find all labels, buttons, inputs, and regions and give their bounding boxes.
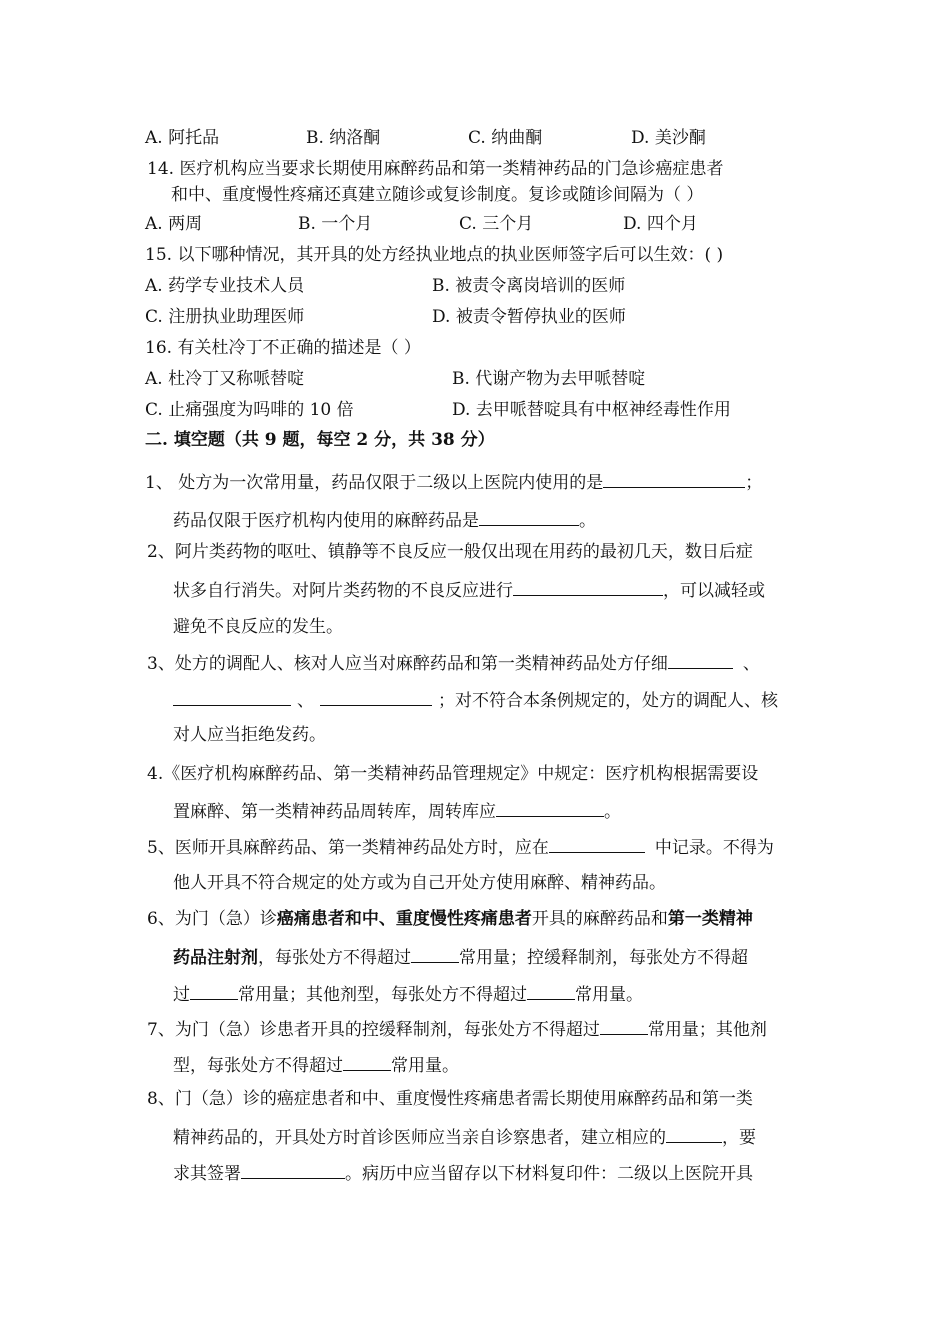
fill7-text: 7、为门（急）诊患者开具的控缓释制剂，每张处方不得超过 bbox=[147, 1020, 600, 1040]
answer-blank[interactable] bbox=[320, 687, 432, 706]
answer-blank[interactable] bbox=[666, 1124, 722, 1143]
q13-option-b: B. 纳洛酮 bbox=[306, 128, 381, 148]
answer-blank[interactable] bbox=[603, 469, 745, 488]
fill2-text2: ，可以减轻或 bbox=[663, 581, 765, 601]
fill6-text4: 常用量；控缓释制剂，每张处方不得超 bbox=[459, 948, 748, 968]
fill2-line3: 避免不良反应的发生。 bbox=[173, 617, 343, 637]
fill8-text3: 求其签署 bbox=[173, 1164, 241, 1184]
fill5-text2: 中记录。不得为 bbox=[654, 838, 774, 858]
fill1-text: 1、 处方为一次常用量，药品仅限于二级以上医院内使用的是 bbox=[145, 473, 604, 493]
fill7-line1 bbox=[147, 1016, 767, 1042]
q13-option-c: C. 纳曲酮 bbox=[468, 128, 543, 148]
answer-blank[interactable] bbox=[479, 507, 579, 526]
fill6-bold2: 第一类精神 bbox=[667, 909, 753, 929]
q16-stem: 16. 有关杜冷丁不正确的描述是（ ） bbox=[145, 338, 421, 358]
fill6-text3: ，每张处方不得超过 bbox=[258, 948, 411, 968]
fill6-text5: 过 bbox=[173, 985, 190, 1005]
fill5-line2: 他人开具不符合规定的处方或为自己开处方使用麻醉、精神药品。 bbox=[173, 873, 666, 893]
fill4-line1: 4.《医疗机构麻醉药品、第一类精神药品管理规定》中规定：医疗机构根据需要设 bbox=[147, 764, 759, 784]
fill3-line1 bbox=[147, 650, 760, 676]
fill1-text2: 药品仅限于医疗机构内使用的麻醉药品是 bbox=[173, 511, 479, 531]
q14-stem-line1: 14. 医疗机构应当要求长期使用麻醉药品和第一类精神药品的门急诊癌症患者 bbox=[147, 159, 724, 179]
fill3-sep1: 、 bbox=[742, 654, 760, 674]
fill6-line3 bbox=[173, 981, 643, 1007]
answer-blank[interactable] bbox=[343, 1052, 391, 1071]
q14-stem-line2: 和中、重度慢性疼痛还真建立随诊或复诊制度。复诊或随诊间隔为（ ） bbox=[171, 185, 704, 205]
fill6-line2 bbox=[173, 944, 748, 970]
fill6-text6: 常用量；其他剂型，每张处方不得超过 bbox=[238, 985, 527, 1005]
answer-blank[interactable] bbox=[190, 981, 238, 1000]
fill2-line1: 2、阿片类药物的呕吐、镇静等不良反应一般仅出现在用药的最初几天，数日后症 bbox=[147, 542, 753, 562]
section-title: 二. 填空题（共 9 题，每空 2 分，共 38 分） bbox=[145, 430, 495, 450]
fill2-line2 bbox=[173, 577, 765, 603]
fill3-line3: 对人应当拒绝发药。 bbox=[173, 725, 326, 745]
answer-blank[interactable] bbox=[411, 944, 459, 963]
fill8-text2: ，要 bbox=[722, 1128, 756, 1148]
fill5-text: 5、医师开具麻醉药品、第一类精神药品处方时，应在 bbox=[147, 838, 549, 858]
fill1-punct: ； bbox=[745, 473, 763, 493]
q13-option-d: D. 美沙酮 bbox=[631, 128, 706, 148]
q14-option-d: D. 四个月 bbox=[623, 214, 698, 234]
answer-blank[interactable] bbox=[241, 1160, 345, 1179]
fill6-text2: 开具的麻醉药品和 bbox=[531, 909, 668, 929]
fill7-line2 bbox=[173, 1052, 459, 1078]
fill4-end: 。 bbox=[604, 802, 621, 822]
q15-option-d: D. 被责令暂停执业的医师 bbox=[432, 307, 626, 327]
q15-option-c: C. 注册执业助理医师 bbox=[145, 307, 305, 327]
answer-blank[interactable] bbox=[549, 834, 645, 853]
q14-option-c: C. 三个月 bbox=[459, 214, 534, 234]
q16-option-b: B. 代谢产物为去甲哌替啶 bbox=[452, 369, 646, 389]
fill3-text2: ；对不符合本条例规定的，处方的调配人、核 bbox=[438, 691, 778, 711]
fill8-text4: 。病历中应当留存以下材料复印件：二级以上医院开具 bbox=[345, 1164, 753, 1184]
fill3-text: 3、处方的调配人、核对人应当对麻醉药品和第一类精神药品处方仔细 bbox=[147, 654, 668, 674]
fill3-sep2: 、 bbox=[297, 691, 314, 711]
answer-blank[interactable] bbox=[496, 798, 604, 817]
fill8-line2 bbox=[173, 1124, 756, 1150]
fill2-text: 状多自行消失。对阿片类药物的不良反应进行 bbox=[173, 581, 513, 601]
fill5-line1 bbox=[147, 834, 774, 860]
fill6-text: 6、为门（急）诊 bbox=[147, 909, 277, 929]
fill1-line2 bbox=[173, 507, 596, 533]
fill8-line1: 8、门（急）诊的癌症患者和中、重度慢性疼痛患者需长期使用麻醉药品和第一类 bbox=[147, 1089, 753, 1109]
fill6-bold1: 癌痛患者和中、重度慢性疼痛患者 bbox=[276, 909, 532, 929]
fill6-bold3: 药品注射剂 bbox=[173, 948, 258, 968]
fill7-text3: 型，每张处方不得超过 bbox=[173, 1056, 343, 1076]
q16-option-d: D. 去甲哌替啶具有中枢神经毒性作用 bbox=[452, 400, 731, 420]
q16-option-a: A. 杜冷丁又称哌替啶 bbox=[145, 369, 305, 389]
fill6-text7: 常用量。 bbox=[575, 985, 643, 1005]
q14-option-a: A. 两周 bbox=[145, 214, 203, 234]
q13-option-a: A. 阿托品 bbox=[145, 128, 220, 148]
fill1-end: 。 bbox=[579, 511, 596, 531]
fill8-text: 精神药品的，开具处方时首诊医师应当亲自诊察患者，建立相应的 bbox=[173, 1128, 666, 1148]
q15-stem: 15. 以下哪种情况，其开具的处方经执业地点的执业医师签字后可以生效：( ) bbox=[145, 245, 724, 265]
fill7-text2: 常用量；其他剂 bbox=[647, 1020, 767, 1040]
fill7-text4: 常用量。 bbox=[391, 1056, 459, 1076]
q14-option-b: B. 一个月 bbox=[298, 214, 373, 234]
q16-option-c: C. 止痛强度为吗啡的 10 倍 bbox=[145, 400, 354, 420]
fill6-line1 bbox=[147, 907, 753, 931]
answer-blank[interactable] bbox=[668, 650, 733, 669]
fill3-line2 bbox=[173, 687, 778, 713]
fill8-line3 bbox=[173, 1160, 753, 1186]
fill4-text: 置麻醉、第一类精神药品周转库，周转库应 bbox=[173, 802, 496, 822]
answer-blank[interactable] bbox=[173, 687, 291, 706]
q15-option-a: A. 药学专业技术人员 bbox=[145, 276, 305, 296]
q15-option-b: B. 被责令离岗培训的医师 bbox=[432, 276, 626, 296]
fill4-line2 bbox=[173, 798, 621, 824]
answer-blank[interactable] bbox=[600, 1016, 648, 1035]
fill1-line1 bbox=[145, 469, 762, 495]
answer-blank[interactable] bbox=[527, 981, 575, 1000]
answer-blank[interactable] bbox=[513, 577, 663, 596]
